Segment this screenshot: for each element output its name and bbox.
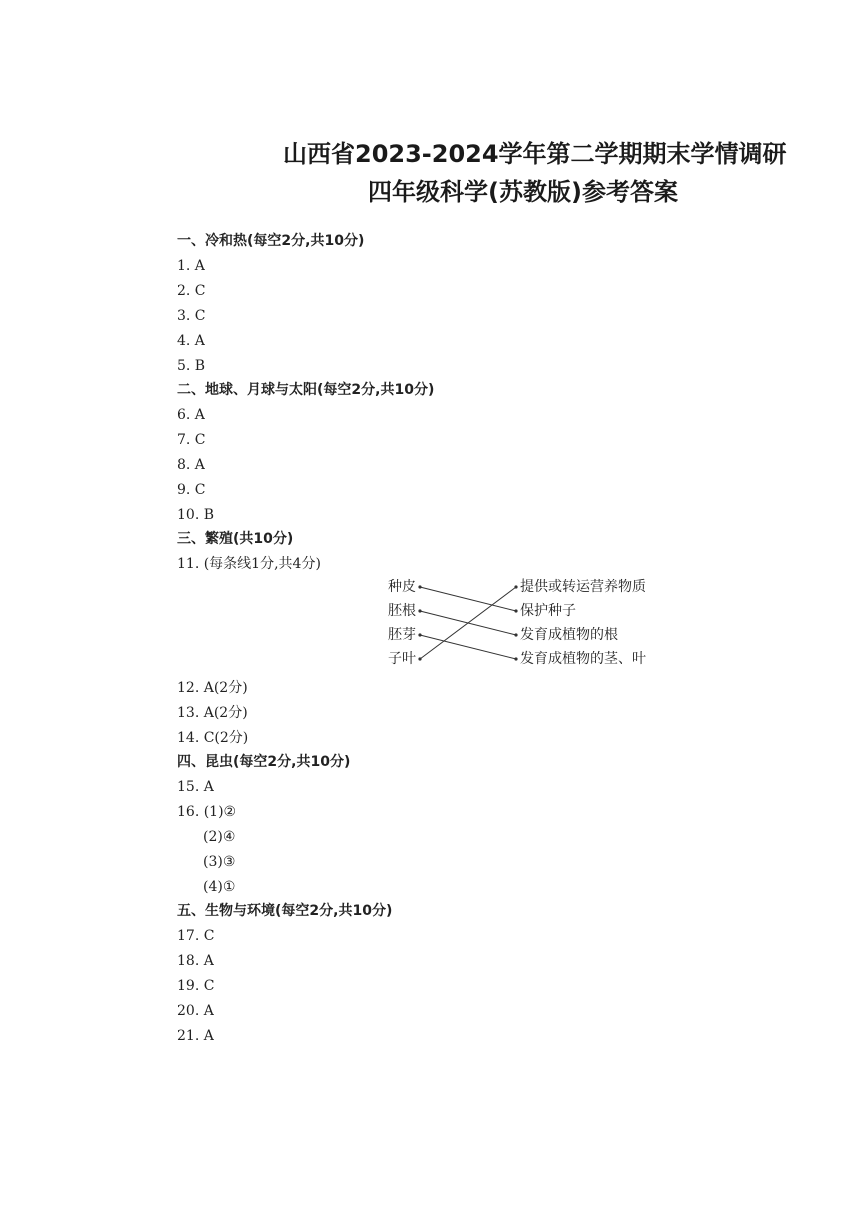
matching-diagram xyxy=(380,576,700,672)
connector-dot xyxy=(418,609,421,612)
page-title-line2: 四年级科学(苏教版)参考答案 xyxy=(368,178,678,206)
connector-line xyxy=(420,587,516,611)
answer-line: 6. A xyxy=(177,407,205,423)
answer-subline: (2)④ xyxy=(203,829,236,845)
answer-line: 14. C(2分) xyxy=(177,730,249,746)
answer-line: 11. (每条线1分,共4分) xyxy=(177,556,321,572)
answer-line: 10. B xyxy=(177,507,215,523)
matching-right-item: 提供或转运营养物质 xyxy=(520,579,646,595)
matching-left-item: 胚根 xyxy=(388,603,416,619)
answer-line: 1. A xyxy=(177,258,205,274)
answer-line: 15. A xyxy=(177,779,214,795)
connector-line xyxy=(420,587,516,659)
answer-line: 13. A(2分) xyxy=(177,705,248,721)
answer-line: 16. (1)② xyxy=(177,804,237,820)
page-title-line1: 山西省2023-2024学年第二学期期末学情调研 xyxy=(283,140,787,168)
answer-line: 19. C xyxy=(177,978,215,994)
connector-dot xyxy=(514,633,517,636)
answer-line: 8. A xyxy=(177,457,205,473)
answer-line: 17. C xyxy=(177,928,215,944)
connector-dot xyxy=(514,657,517,660)
section-2-heading: 二、地球、月球与太阳(每空2分,共10分) xyxy=(177,382,435,398)
section-4-heading: 四、昆虫(每空2分,共10分) xyxy=(177,754,351,770)
matching-right-item: 发育成植物的茎、叶 xyxy=(520,651,646,667)
connector-dot xyxy=(418,585,421,588)
matching-left-item: 子叶 xyxy=(388,651,416,667)
section-3-heading: 三、繁殖(共10分) xyxy=(177,531,294,547)
connector-dot xyxy=(514,585,517,588)
section-5-heading: 五、生物与环境(每空2分,共10分) xyxy=(177,903,393,919)
matching-right-item: 保护种子 xyxy=(520,603,576,619)
answer-line: 2. C xyxy=(177,283,206,299)
matching-left-item: 种皮 xyxy=(388,579,416,595)
answer-subline: (3)③ xyxy=(203,854,236,870)
answer-line: 5. B xyxy=(177,358,206,374)
answer-line: 21. A xyxy=(177,1028,214,1044)
answer-subline: (4)① xyxy=(203,879,236,895)
answer-line: 12. A(2分) xyxy=(177,680,248,696)
connector-dot xyxy=(418,633,421,636)
section-1-heading: 一、冷和热(每空2分,共10分) xyxy=(177,233,365,249)
matching-right-item: 发育成植物的根 xyxy=(520,627,618,643)
answer-line: 9. C xyxy=(177,482,206,498)
answer-line: 20. A xyxy=(177,1003,214,1019)
answer-line: 3. C xyxy=(177,308,206,324)
answer-line: 18. A xyxy=(177,953,214,969)
answer-line: 7. C xyxy=(177,432,206,448)
connector-dot xyxy=(418,657,421,660)
connector-dot xyxy=(514,609,517,612)
matching-left-item: 胚芽 xyxy=(388,627,416,643)
connector-line xyxy=(420,635,516,659)
answer-line: 4. A xyxy=(177,333,205,349)
